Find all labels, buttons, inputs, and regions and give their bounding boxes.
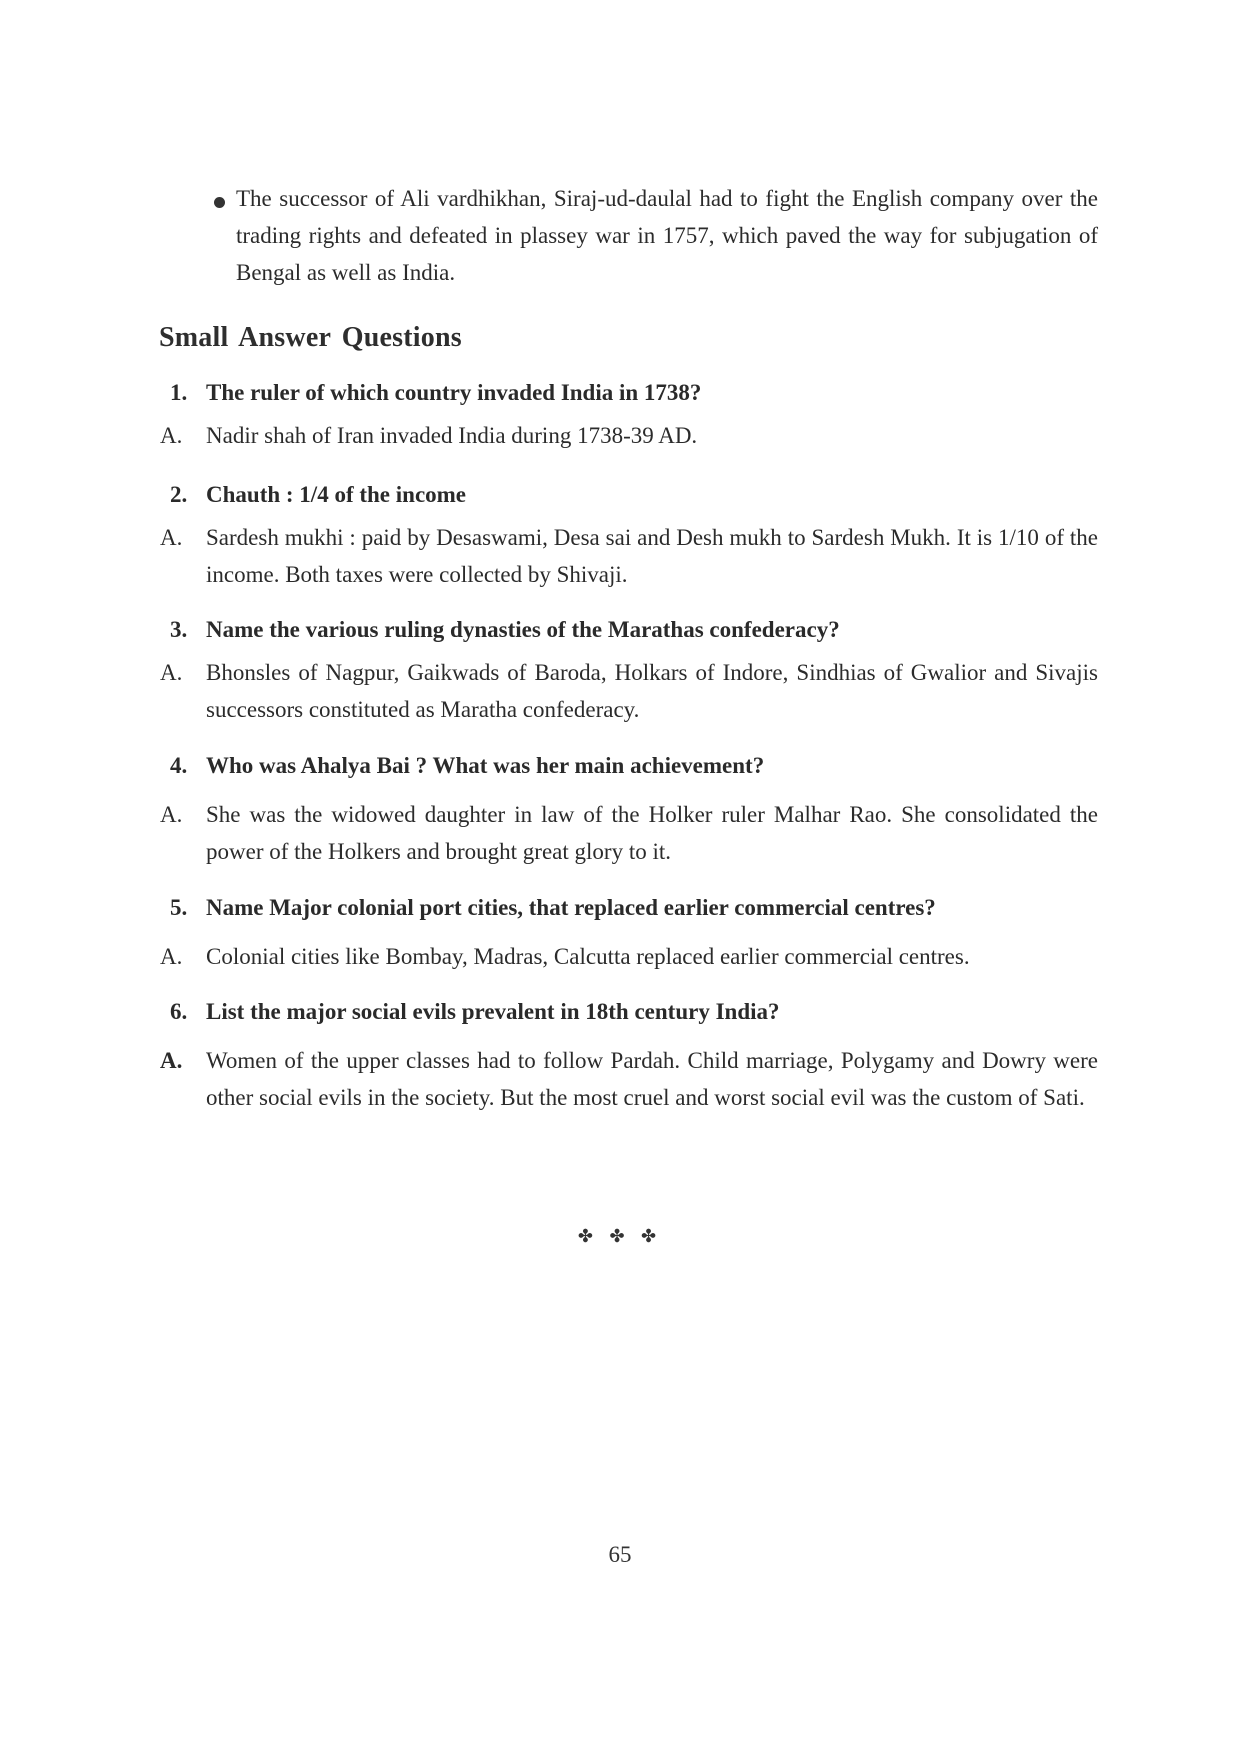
- question-5: [160, 889, 1098, 926]
- answer-text: Nadir shah of Iran invaded India during 1738-39 AD.: [206, 423, 698, 448]
- bullet-point: [210, 180, 1098, 291]
- question-text: Who was Ahalya Bai ? What was her main achievement?: [206, 753, 765, 778]
- answer-text: Sardesh mukhi : paid by Desaswami, Desa sai and Desh mukh to Sardesh Mukh. It is 1/10 of the income. Both taxes were collected by Shivaji.: [206, 525, 1098, 587]
- answer-marker: A.: [160, 423, 183, 448]
- question-number: 5.: [170, 895, 188, 920]
- answer-1: [160, 417, 1098, 454]
- qa-item-6: [160, 993, 1098, 1116]
- section-heading: Small Answer Questions: [159, 322, 462, 353]
- answer-text: Colonial cities like Bombay, Madras, Calcutta replaced earlier commercial centres.: [206, 944, 970, 969]
- answer-marker: A.: [160, 525, 183, 550]
- qa-item-5: [160, 889, 1098, 975]
- qa-item-1: [160, 374, 1098, 454]
- page-number: 65: [608, 1542, 632, 1567]
- answer-6: [160, 1042, 1098, 1116]
- answer-text: Bhonsles of Nagpur, Gaikwads of Baroda, Holkars of Indore, Sindhias of Gwalior and Sivajis successors constituted as Maratha confederacy.: [206, 660, 1098, 722]
- answer-5: [160, 938, 1098, 975]
- bullet-text: The successor of Ali vardhikhan, Siraj-ud-daulal had to fight the English company over the trading rights and defeated in plassey war in 1757, which paved the way for subjugation of Bengal as well as India.: [236, 186, 1098, 285]
- qa-item-2: [160, 476, 1098, 593]
- answer-marker: A.: [160, 1048, 183, 1073]
- question-number: 3.: [170, 617, 188, 642]
- answer-marker: A.: [160, 660, 183, 685]
- question-1: [160, 374, 1098, 411]
- answer-3: [160, 654, 1098, 728]
- question-text: List the major social evils prevalent in 18th century India?: [206, 999, 780, 1024]
- answer-text: She was the widowed daughter in law of the Holker ruler Malhar Rao. She consolidated the power of the Holkers and brought great glory to it.: [206, 802, 1098, 864]
- answer-4: [160, 796, 1098, 870]
- question-number: 6.: [170, 999, 188, 1024]
- qa-item-4: [160, 747, 1098, 870]
- answer-text: Women of the upper classes had to follow Pardah. Child marriage, Polygamy and Dowry were other social evils in the society. But the most cruel and worst social evil was the custom of Sati.: [206, 1048, 1098, 1110]
- answer-marker: A.: [160, 944, 183, 969]
- question-text: Chauth : 1/4 of the income: [206, 482, 467, 507]
- question-2: [160, 476, 1098, 513]
- question-6: [160, 993, 1098, 1030]
- section-separator-icon: ✤ ✤ ✤: [577, 1226, 663, 1246]
- question-text: Name Major colonial port cities, that replaced earlier commercial centres?: [206, 895, 936, 920]
- qa-item-3: [160, 611, 1098, 728]
- answer-marker: A.: [160, 802, 183, 827]
- bullet-dot-icon: [214, 197, 225, 208]
- question-text: Name the various ruling dynasties of the Marathas confederacy?: [206, 617, 840, 642]
- question-number: 2.: [170, 482, 188, 507]
- question-text: The ruler of which country invaded India in 1738?: [206, 380, 702, 405]
- question-4: [160, 747, 1098, 784]
- question-number: 1.: [170, 380, 188, 405]
- question-number: 4.: [170, 753, 188, 778]
- answer-2: [160, 519, 1098, 593]
- question-3: [160, 611, 1098, 648]
